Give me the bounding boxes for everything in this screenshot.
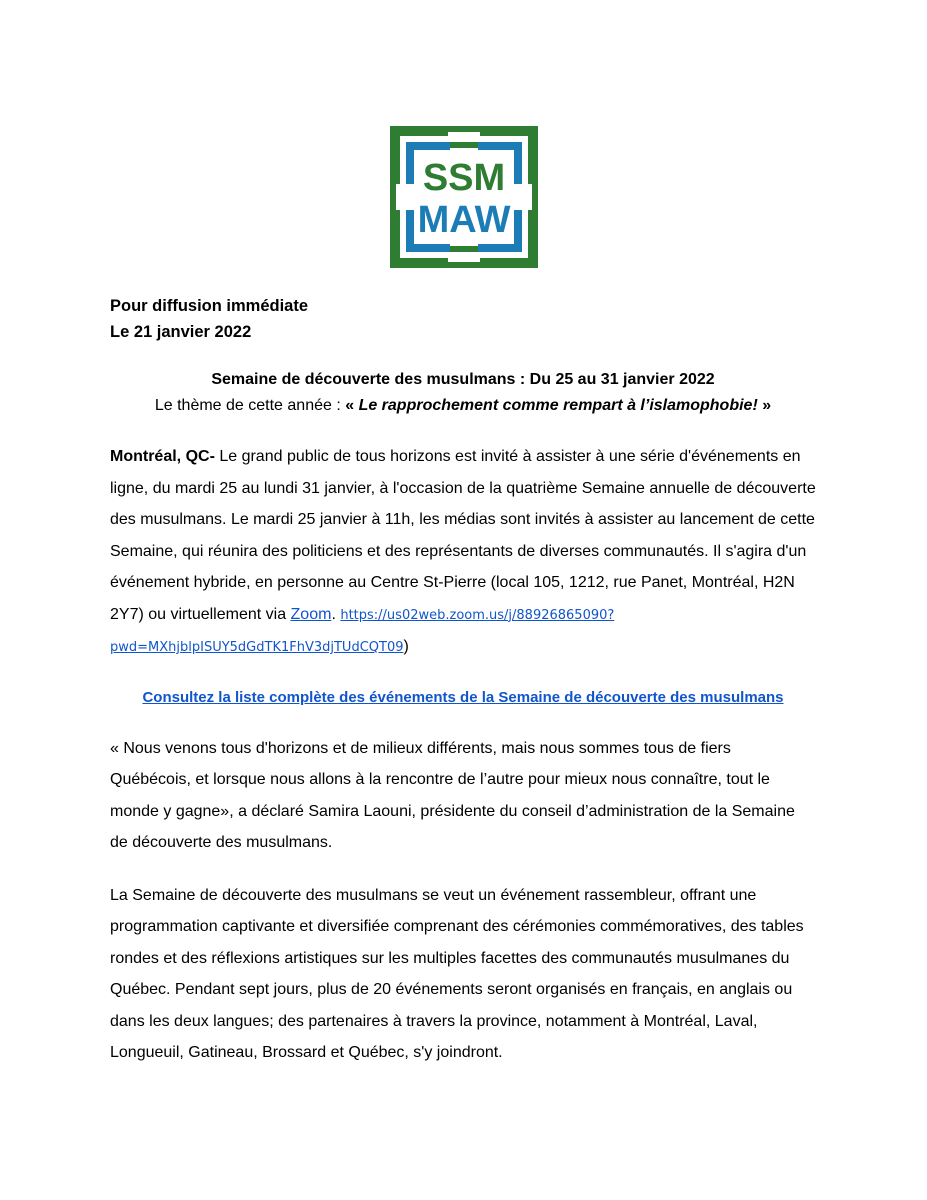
zoom-link[interactable]: Zoom (290, 605, 332, 623)
theme-open-quote: « (345, 397, 359, 414)
intro-text: Le grand public de tous horizons est invité à assister à une série d'événements en ligne, du mardi 25 au lundi 31 janvier, à l'occasion de la quatrième Semaine annuelle de découverte des musulmans. Le mardi 25 janvier à 11h, les médias sont invités à assister au lancement de cette Semaine, qui réunira des politiciens et des représentants de diverses communautés. Il s'agira d'un événement hybride, en personne au Centre St-Pierre (local 105, 1212, rue Panet, Montréal, H2N 2Y7) ou virtuellement via (110, 448, 816, 623)
logo-graphic (390, 126, 538, 268)
dateline: Montréal, QC- (110, 448, 215, 465)
theme-close-quote: » (757, 397, 772, 414)
intro-punct: . (331, 605, 341, 623)
zoom-url-link[interactable]: https://us02web.zoom.us/j/88926865090?pwd=MXhjblpISUY5dGdTK1FhV3djTUdCQT09 (110, 607, 615, 655)
intro-tail: ) (403, 638, 409, 655)
theme-text: Le rapprochement comme rempart à l’islamophobie! (358, 397, 758, 414)
press-release (110, 293, 816, 1090)
logo-text-maw: MAW (417, 199, 511, 241)
paragraph-intro (110, 441, 816, 664)
paragraph-quote: « Nous venons tous d'horizons et de milieux différents, mais nous sommes tous de fiers Québécois, et lorsque nous allons à la rencontre de l’autre pour mieux nous connaître, tout le monde y gagne», a déclaré Samira Laouni, présidente du conseil d’administration de la Semaine de découverte des musulmans. (110, 739, 795, 851)
paragraph-description: La Semaine de découverte des musulmans se veut un événement rassembleur, offrant une programmation captivante et diversifiée comprenant des cérémonies commémoratives, des tables rondes et des réflexions artistiques sur les multiples facettes des communautés musulmanes du Québec. Pendant sept jours, plus de 20 événements seront organisés en français, en anglais ou dans les deux langues; des partenaires à travers la province, notamment à Montréal, Laval, Longueuil, Gatineau, Brossard et Québec, s'y joindront. (110, 886, 804, 1061)
theme-prefix: Le thème de cette année : (154, 397, 346, 414)
page-title: Semaine de découverte des musulmans : Du 25 au 31 janvier 2022 (211, 371, 715, 388)
events-list-link[interactable]: Consultez la liste complète des événements de la Semaine de découverte des musulmans (142, 688, 784, 706)
theme-line (110, 393, 816, 419)
logo-text-ssm: SSM (422, 157, 506, 199)
release-date: Le 21 janvier 2022 (110, 323, 252, 341)
release-header (110, 293, 816, 345)
release-label: Pour diffusion immédiate (110, 297, 309, 315)
ssm-maw-logo (390, 126, 538, 268)
